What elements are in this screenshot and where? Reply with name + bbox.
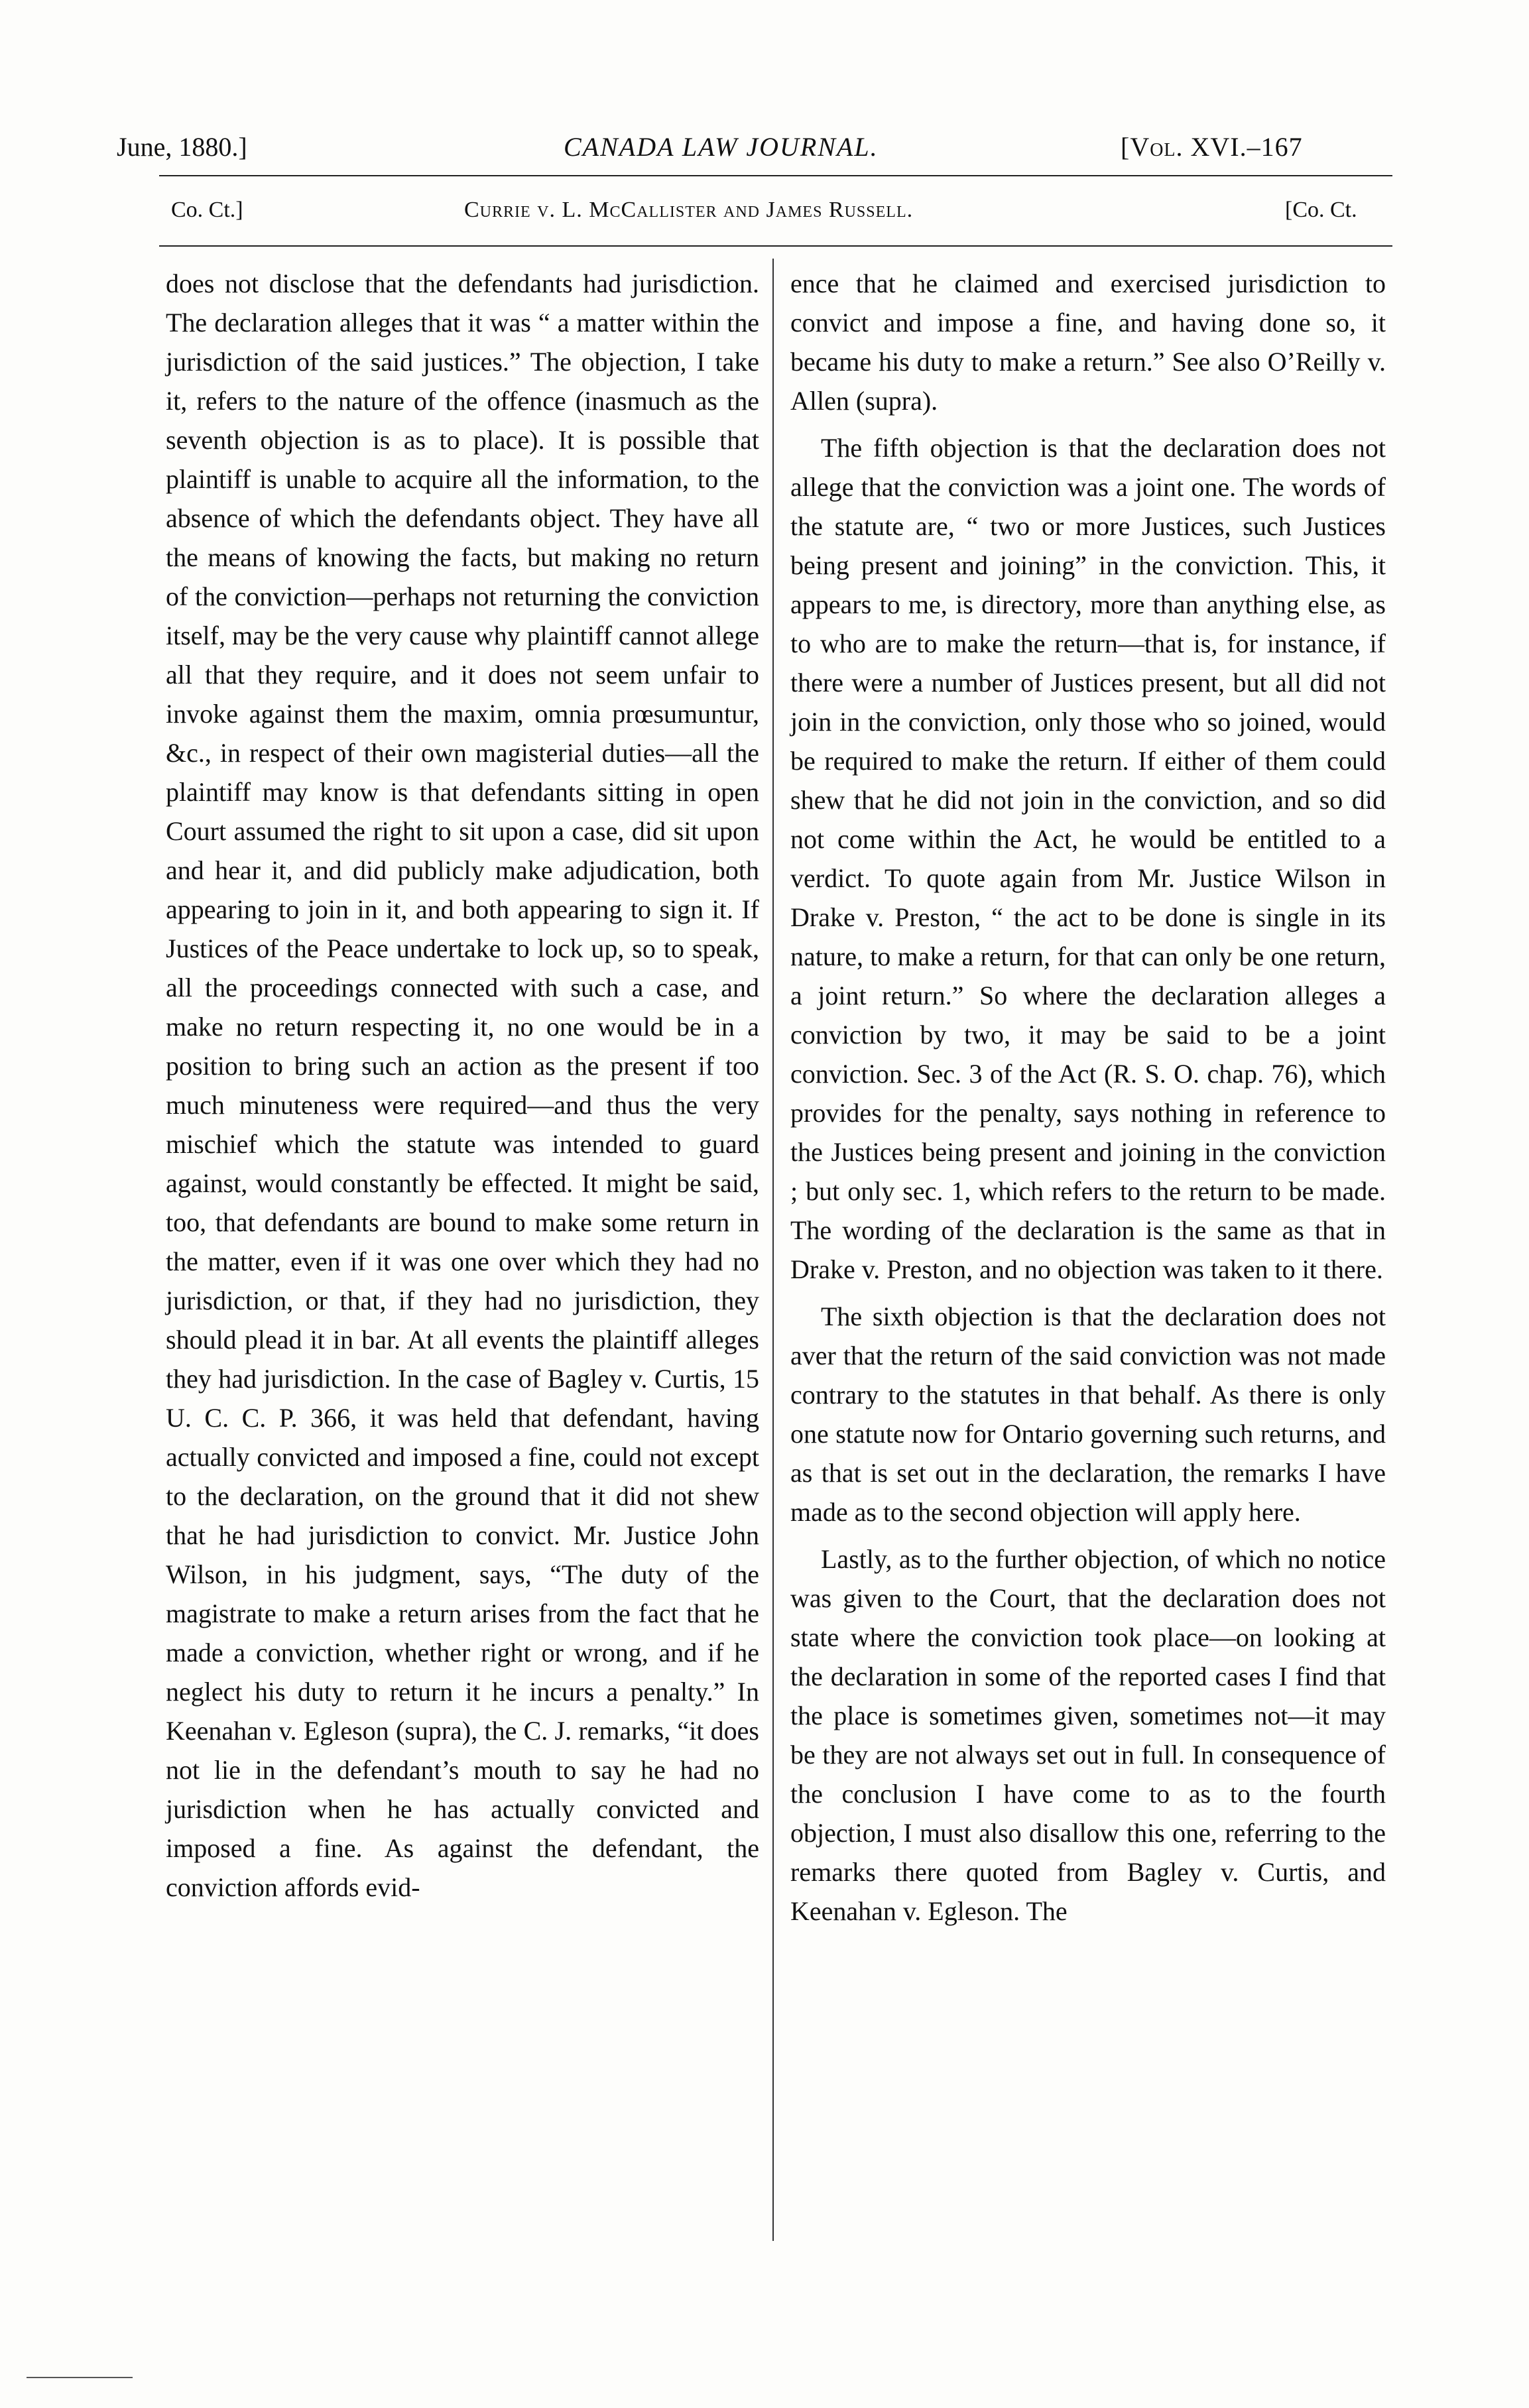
header-journal-title: CANADA LAW JOURNAL.	[564, 132, 879, 162]
paragraph: ence that he claimed and exercised jurisdiction to convict and impose a fine, and having done so, it became his duty to make a return.” See also O’Reilly v. Allen (supra).	[790, 269, 1386, 416]
paragraph: Lastly, as to the further objection, of which no notice was given to the Court, that the declaration does not state where the conviction took place—on looking at the declaration in some of the reported cases I find that the place is sometimes given, sometimes not—it may be they are not always set out in full. In consequence of the conclusion I have come to as to the fourth objection, I must also disallow this one, referring to the remarks there quoted from Bagley v. Curtis, and Keenahan v. Egleson. The	[790, 1544, 1386, 1926]
left-column	[166, 264, 759, 1915]
header-date: June, 1880.]	[117, 132, 247, 162]
case-title: Currie v. L. McCallister and James Russell.	[464, 198, 914, 222]
subheader-court-left: Co. Ct.]	[171, 198, 243, 222]
paragraph: The sixth objection is that the declaration does not aver that the return of the said conviction was not made contrary to the statutes in that behalf. As there is only one statute now for Ontario governing such returns, and as that is set out in the declaration, the remarks I have made as to the second objection will apply here.	[790, 1301, 1386, 1527]
right-column	[790, 264, 1386, 1939]
paragraph: does not disclose that the defendants had jurisdiction. The declaration alleges that it was “ a matter within the jurisdiction of the said justices.” The objection, I take it, refers to the nature of the offence (inasmuch as the seventh objection is as to place). It is possible that plaintiff is unable to acquire all the information, to the absence of which the defendants object. They have all the means of knowing the facts, but making no return of the conviction—perhaps not returning the conviction itself, may be the very cause why plaintiff cannot allege all that they require, and it does not seem unfair to invoke against them the maxim, omnia prœsumuntur, &c., in respect of their own magisterial duties—all the plaintiff may know is that defendants sitting in open Court assumed the right to sit upon a case, did sit upon and hear it, and did publicly make adjudication, both appearing to join in it, and both appearing to sign it. If Justices of the Peace undertake to lock up, so to speak, all the proceedings connected with such a case, and make no return respecting it, no one would be in a position to bring such an action as the present if too much minuteness were required—and thus the very mischief which the statute was intended to guard against, would constantly be effected. It might be said, too, that defendants are bound to make some return in the matter, even if it was one over which they had no jurisdiction, or that, if they had no jurisdiction, they should plead it in bar. At all events the plaintiff alleges they had jurisdiction. In the case of Bagley v. Curtis, 15 U. C. C. P. 366, it was held that defendant, having actually convicted and imposed a fine, could not except to the declaration, on the ground that it did not shew that he had jurisdiction to convict. Mr. Justice John Wilson, in his judgment, says, “The duty of the magistrate to make a return arises from the fact that he made a conviction, whether right or wrong, and if he neglect his duty to return it he incurs a penalty.” In Keenahan v. Egleson (supra), the C. J. remarks, “it does not lie in the defendant’s mouth to say he had no jurisdiction when he has actually convicted and imposed a fine. As against the defendant, the conviction affords evid-	[166, 269, 759, 1902]
paragraph: The fifth objection is that the declaration does not allege that the conviction was a joint one. The words of the statute are, “ two or more Justices, such Justices being present and joining” in the conviction. This, it appears to me, is directory, more than anything else, as to who are to make the return—that is, for instance, if there were a number of Justices present, but all did not join in the conviction, only those who so joined, would be required to make the return. If either of them could shew that he did not join in the conviction, and so did not come within the Act, he would be entitled to a verdict. To quote again from Mr. Justice Wilson in Drake v. Preston, “ the act to be done is single in its nature, to make a return, for that can only be one return, a joint return.” So where the declaration alleges a conviction by two, it may be said to be a joint conviction. Sec. 3 of the Act (R. S. O. chap. 76), which provides for the penalty, says nothing in reference to the Justices being present and joining in the conviction ; but only sec. 1, which refers to the return to be made. The wording of the declaration is the same as that in Drake v. Preston, and no objection was taken to it there.	[790, 433, 1386, 1284]
header-rule	[159, 175, 1392, 176]
column-divider	[772, 259, 774, 2241]
subheader-rule	[159, 245, 1392, 247]
subheader-court-right: [Co. Ct.	[1285, 198, 1357, 222]
header-volume: [Vol. XVI.–167	[1121, 132, 1303, 162]
page-edge-mark	[27, 2377, 133, 2378]
